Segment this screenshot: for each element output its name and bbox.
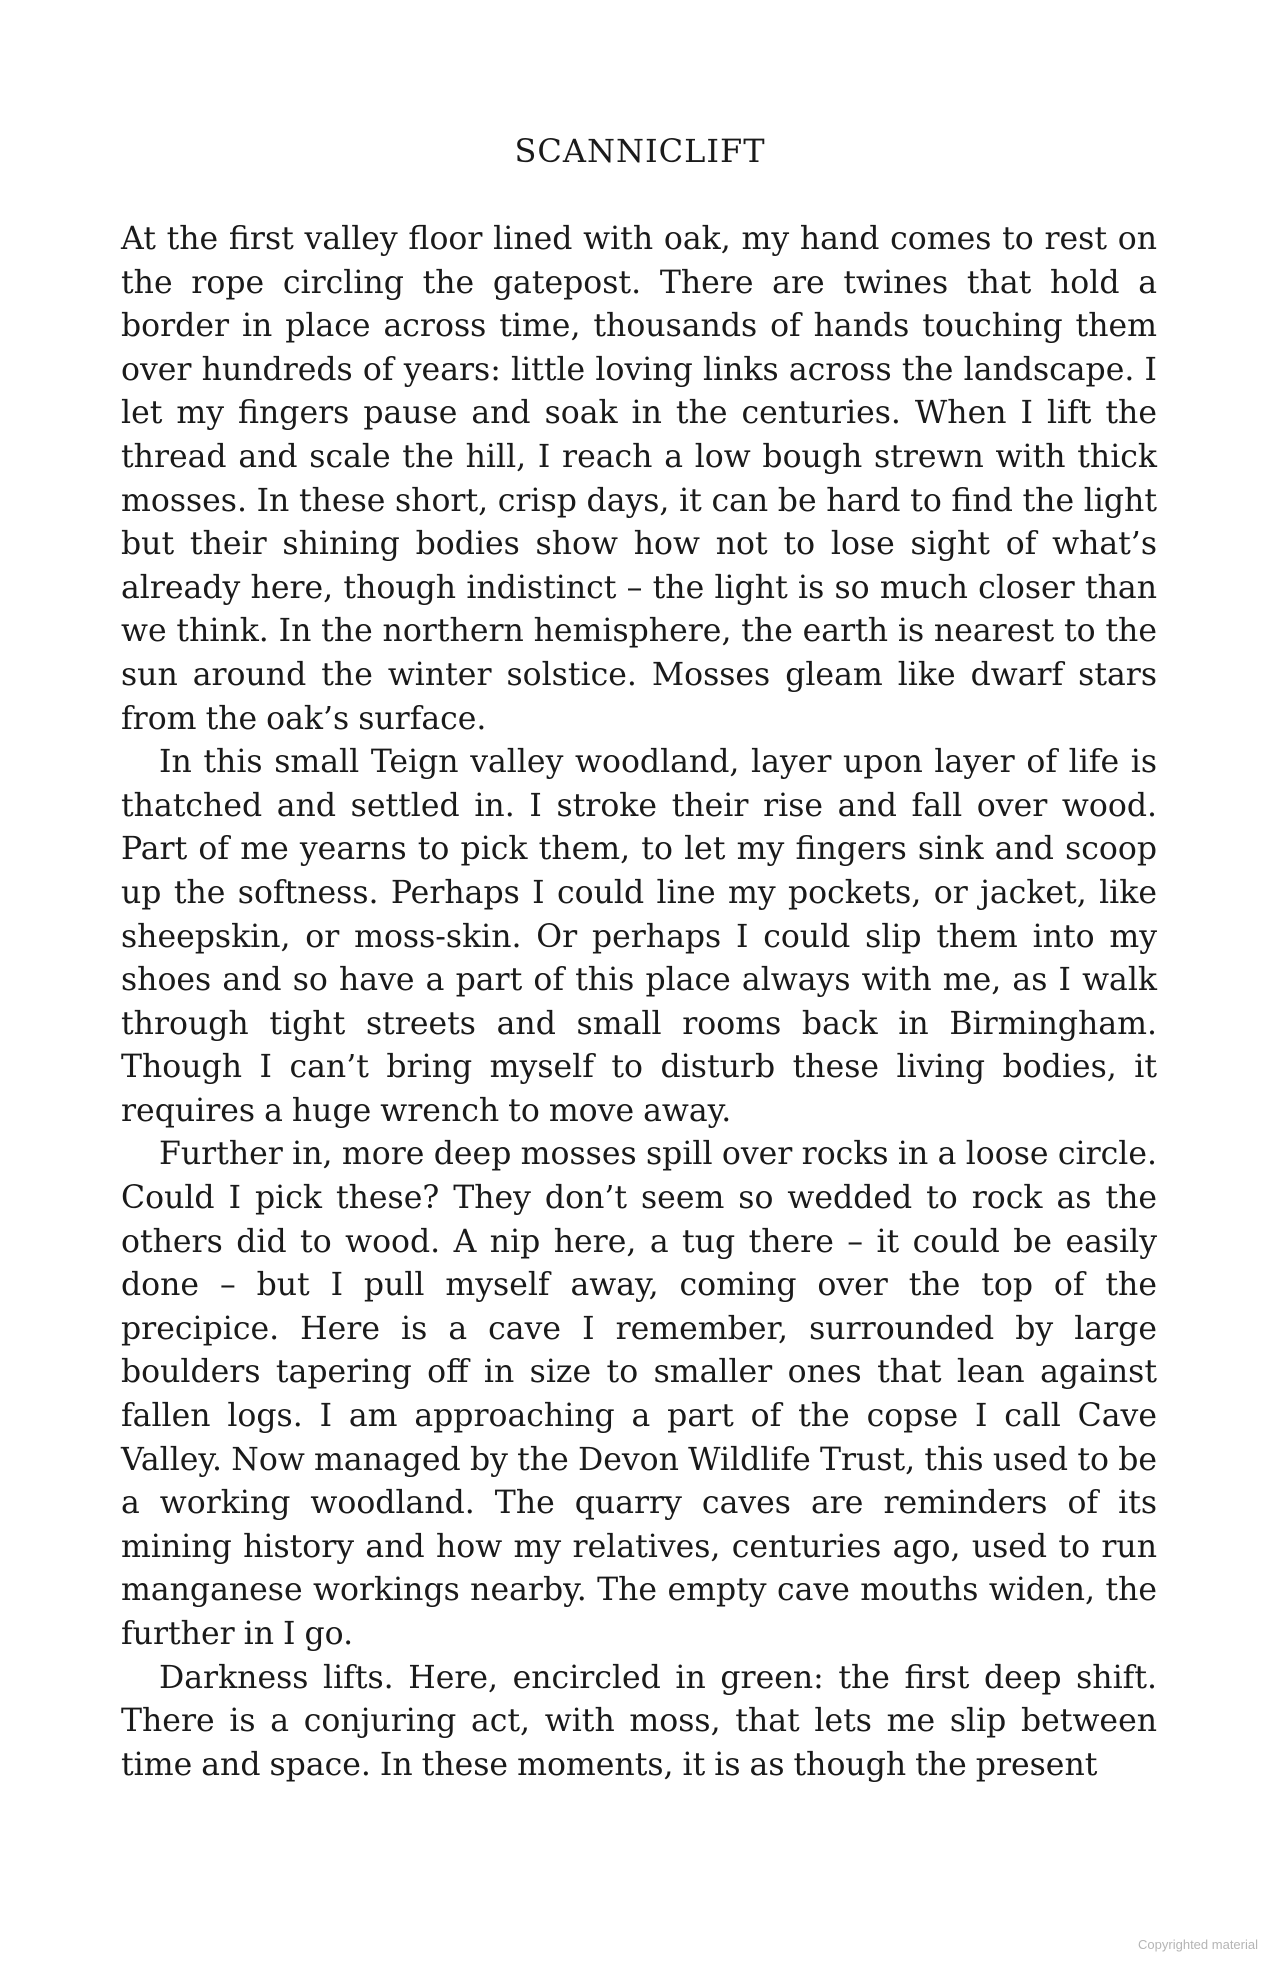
paragraph-4: Darkness lifts. Here, encircled in green: the first deep shift. There is a conjuring act, with moss, that lets me slip between time and space. In these moments, it is as though the present <box>121 1659 1157 1783</box>
paragraph-2: In this small Teign valley woodland, layer upon layer of life is thatched and settled in. I stroke their rise and fall over wood. Part of me yearns to pick them, to let my fingers sink and scoop up the softness. Perhaps I could line my pockets, or jacket, like sheepskin, or moss-skin. Or perhaps I could slip them into my shoes and so have a part of this place always with me, as I walk through tight streets and small rooms back in Birmingham. Though I can’t bring myself to disturb these living bodies, it requires a huge wrench to move away. <box>121 744 1157 1129</box>
copyright-watermark: Copyrighted material <box>1138 1937 1258 1952</box>
paragraph-1: At the first valley floor lined with oak, my hand comes to rest on the rope circling the gatepost. There are twines that hold a border in place across time, thousands of hands touching them over hundreds of years: little loving links across the landscape. I let my fingers pause and soak in the centuries. When I lift the thread and scale the hill, I reach a low bough strewn with thick mosses. In these short, crisp days, it can be hard to find the light but their shining bodies show how not to lose sight of what’s already here, though indistinct – the light is so much closer than we think. In the northern hemisphere, the earth is nearest to the sun around the winter solstice. Mosses gleam like dwarf stars from the oak’s surface. <box>121 221 1157 737</box>
body-text <box>121 218 1157 1787</box>
chapter-title: SCANNICLIFT <box>514 132 766 170</box>
paragraph-3: Further in, more deep mosses spill over rocks in a loose circle. Could I pick these? They don’t seem so wedded to rock as the others did to wood. A nip here, a tug there – it could be easily done – but I pull myself away, coming over the top of the precipice. Here is a cave I remember, surrounded by large boulders tapering off in size to smaller ones that lean against fallen logs. I am approaching a part of the copse I call Cave Valley. Now managed by the Devon Wildlife Trust, this used to be a working woodland. The quarry caves are reminders of its mining history and how my relatives, centuries ago, used to run manganese workings nearby. The empty cave mouths widen, the further in I go. <box>121 1136 1157 1652</box>
